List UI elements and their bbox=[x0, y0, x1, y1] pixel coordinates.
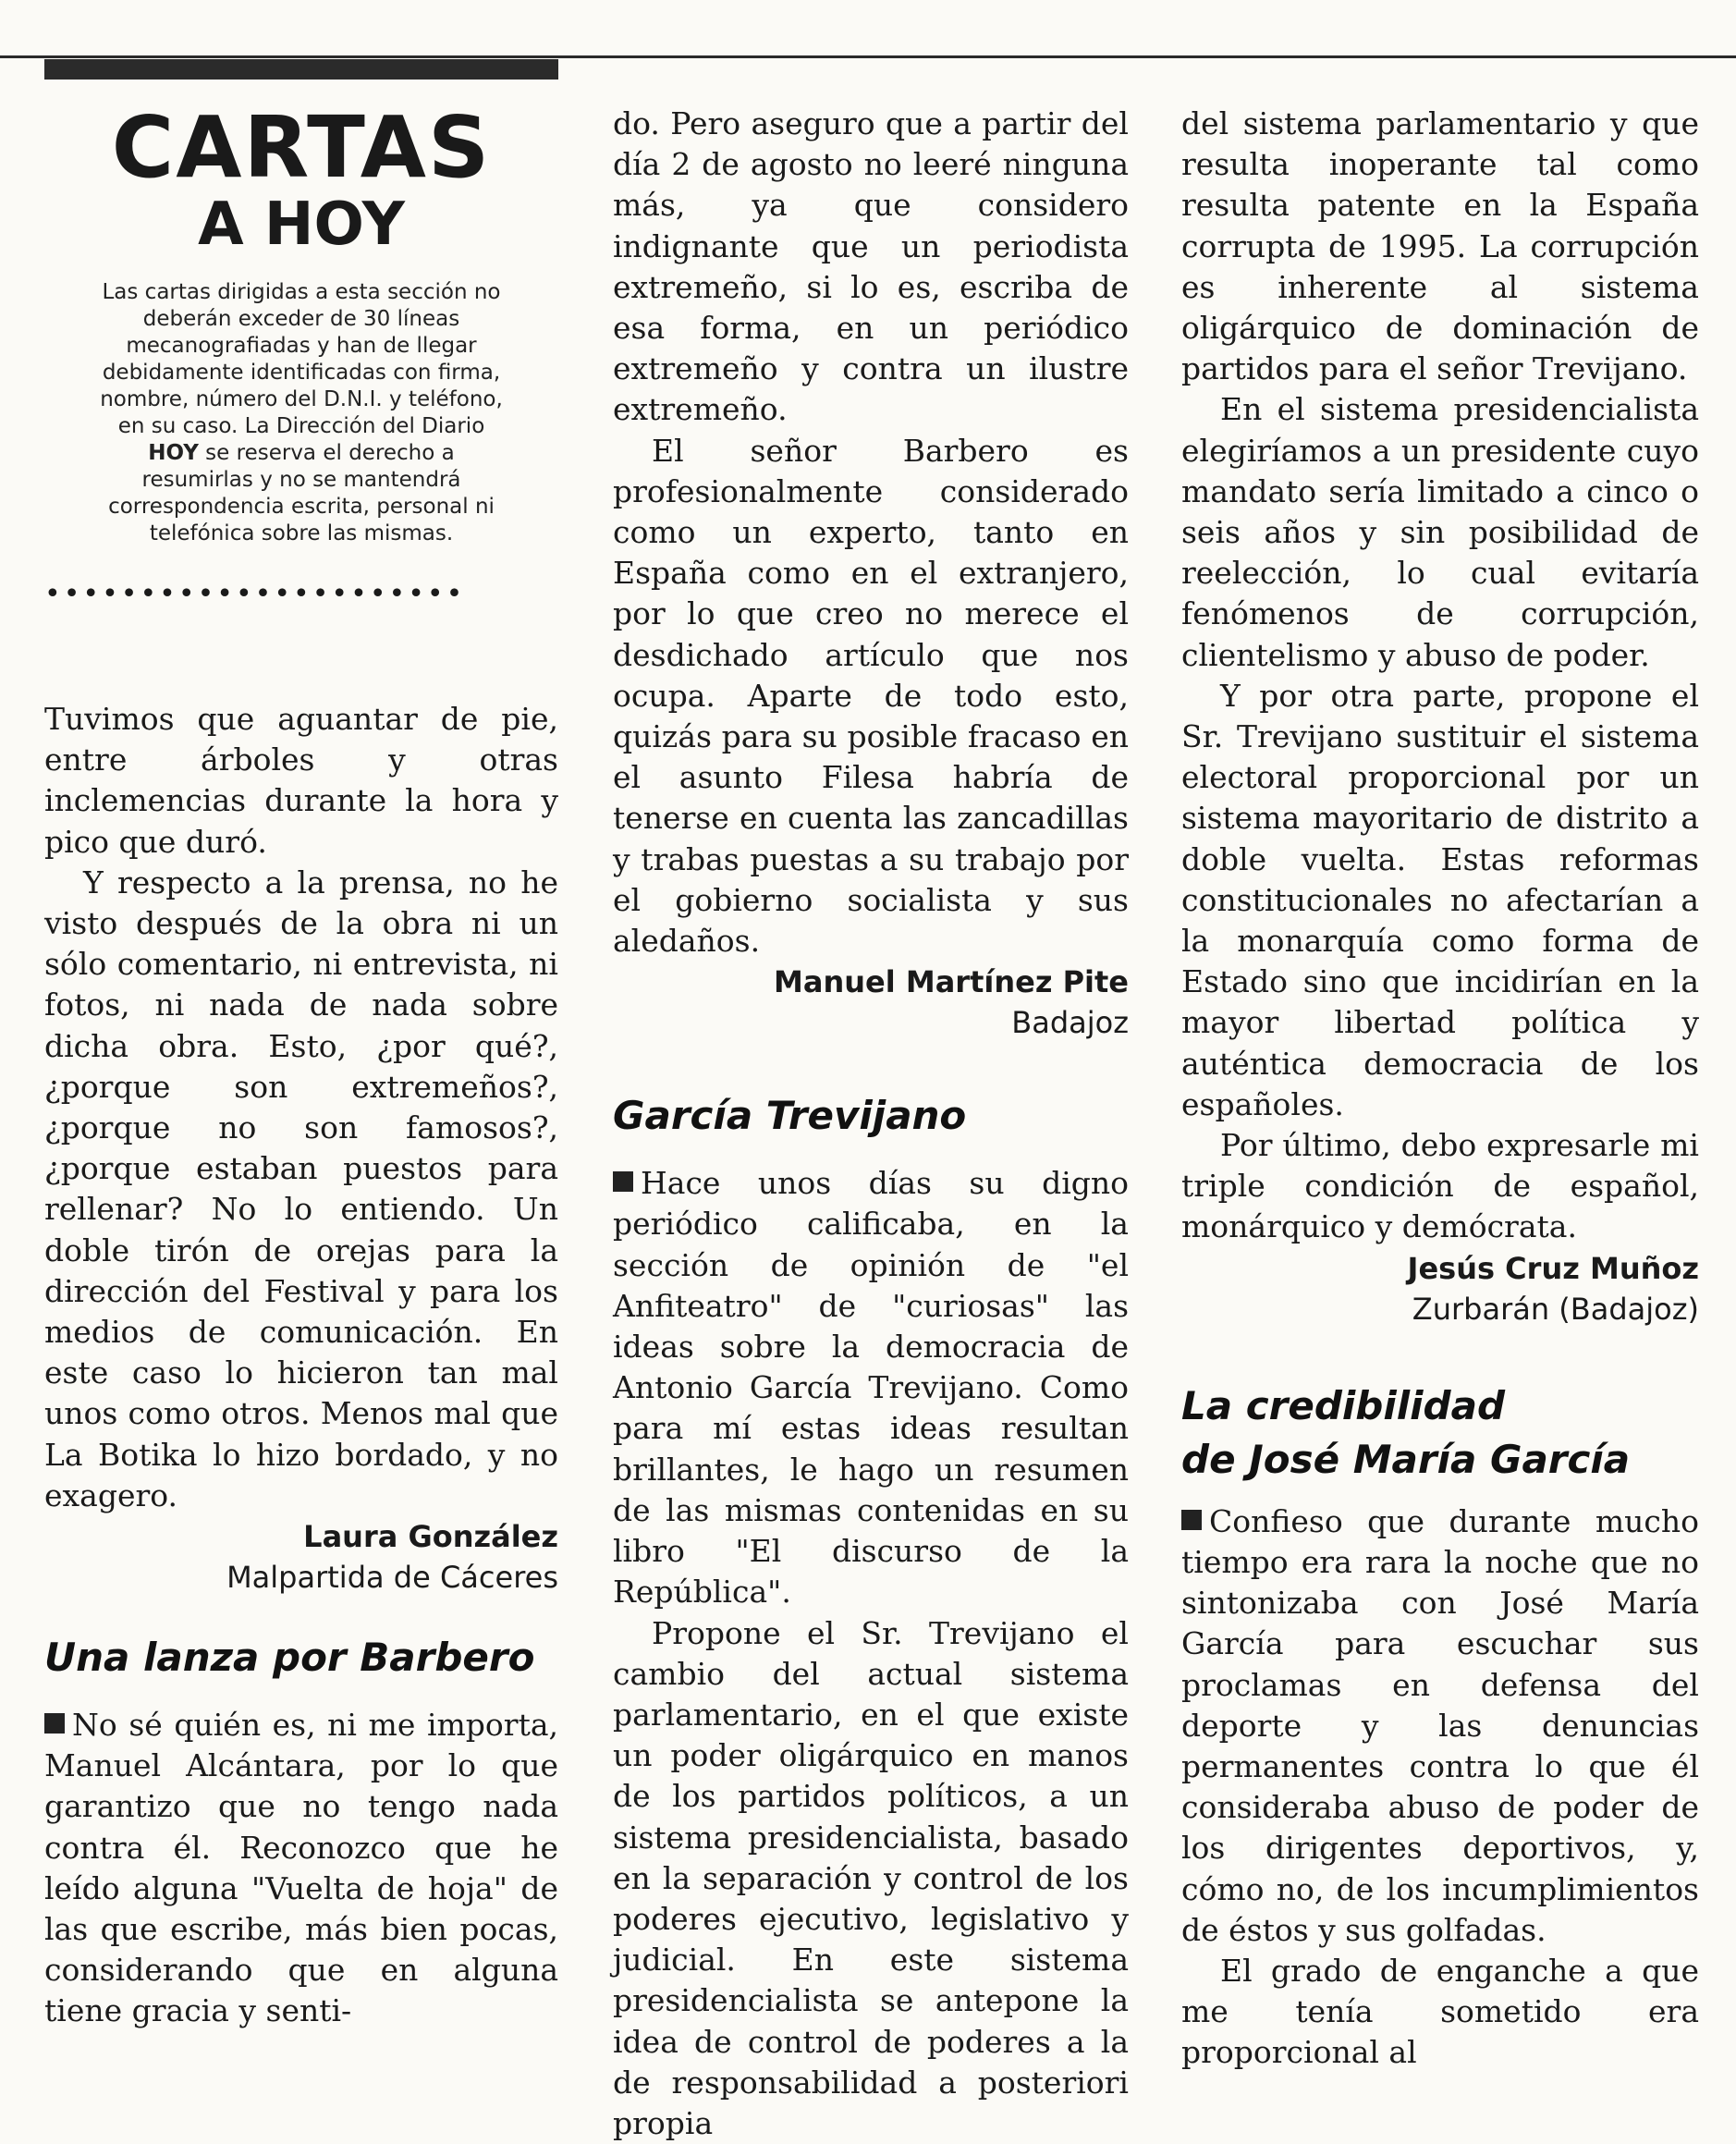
submission-notice bbox=[44, 279, 558, 547]
letter-3-paragraph-5: Y por otra parte, propone el Sr. Trevijano sustituir el sistema electoral proporcional por un sistema mayoritario de distrito a doble vuelta. Estas reformas constitucionales no afectarían a la monarquía como forma de Estado sino que incidirían en la mayor libertad política y auténtica democracia de los españoles. bbox=[1181, 676, 1699, 1125]
signature-name: Laura González bbox=[44, 1516, 558, 1557]
letter-1-signature bbox=[44, 1516, 558, 1598]
letter-3-paragraph-3: del sistema parlamentario y que resulta inoperante tal como resulta patente en la España corrupta de 1995. La corrupción es inherente al sistema oligárquico de dominación de partidos para el señor Trevijano. bbox=[1181, 104, 1699, 389]
letter-3-paragraph-2: Propone el Sr. Trevijano el cambio del actual sistema parlamentario, en el que existe un poder oligárquico en manos de los partidos políticos, a un sistema presidencialista, basado en la separación y control de los poderes ejecutivo, legislativo y judicial. En este sistema presidencialista se antepone la idea de control de poderes a la de responsabilidad a posteriori propia bbox=[613, 1613, 1129, 2144]
letter-4-paragraph-1-text: Confieso que durante mucho tiempo era rara la noche que no sintonizaba con José María García para escuchar sus proclamas en defensa del deporte y las denuncias permanentes contra lo que él consideraba abuso de poder de los dirigentes deportivos, y, cómo no, de los incumplimientos de éstos y sus golfadas. bbox=[1181, 1503, 1699, 1948]
letter-3-paragraph-4: En el sistema presidencialista elegiríamos a un presidente cuyo mandato sería limitado a cinco o seis años y sin posibilidad de reelección, lo cual evitaría fenómenos de corrupción, clientelismo y abuso de poder. bbox=[1181, 389, 1699, 675]
bullet-square-icon bbox=[613, 1171, 633, 1192]
bullet-square-icon bbox=[1181, 1510, 1202, 1530]
headline-line-2: de José María García bbox=[1181, 1437, 1630, 1482]
letter-2-paragraph-3: El señor Barbero es profesionalmente considerado como un experto, tanto en España como en el extranjero, por lo que creo no merece el desdichado artículo que nos ocupa. Aparte de todo esto, quizás para su posible fracaso en el asunto Filesa habría de tenerse en cuenta las zancadillas y trabas puestas a su trabajo por el gobierno socialista y sus aledaños. bbox=[613, 431, 1129, 962]
letter-3-paragraph-6: Por último, debo expresarle mi triple condición de español, monárquico y demócrata. bbox=[1181, 1125, 1699, 1248]
column-2 bbox=[613, 104, 1129, 2144]
section-header-bar bbox=[44, 59, 558, 80]
column-3 bbox=[1181, 104, 1699, 2074]
signature-place: Zurbarán (Badajoz) bbox=[1181, 1289, 1699, 1329]
letter-3-paragraph-1 bbox=[613, 1163, 1129, 1612]
bullet-square-icon bbox=[44, 1713, 65, 1734]
section-title: CARTAS bbox=[44, 104, 558, 192]
dotted-divider: •••••••••••••••••••••• bbox=[44, 581, 558, 608]
headline-line-1: La credibilidad bbox=[1181, 1383, 1505, 1428]
letter-2-headline: Una lanza por Barbero bbox=[44, 1631, 558, 1685]
letter-1-paragraph-1: Tuvimos que aguantar de pie, entre árboles y otras inclemencias durante la hora y pico que duró. bbox=[44, 699, 558, 863]
letter-4-paragraph-2: El grado de enganche a que me tenía sometido era proporcional al bbox=[1181, 1951, 1699, 2074]
letter-2-paragraph-1 bbox=[44, 1705, 558, 2032]
section-subtitle: A HOY bbox=[44, 192, 558, 257]
column-1 bbox=[44, 104, 558, 2032]
notice-text-pre: Las cartas dirigidas a esta sección no deberán exceder de 30 líneas mecanografiadas y han de llegar debidamente identificadas con firma, nombre, número del D.N.I. y teléfono, en su caso. La Dirección del Diario bbox=[100, 280, 503, 438]
notice-text-post: se reserva el derecho a resumirlas y no se mantendrá correspondencia escrita, personal ni telefónica sobre las mismas. bbox=[108, 441, 495, 545]
letter-2-paragraph-2: do. Pero aseguro que a partir del día 2 de agosto no leeré ninguna más, ya que considero indignante que un periodista extremeño, si lo es, escriba de esa forma, en un periódico extremeño y contra un ilustre extremeño. bbox=[613, 104, 1129, 431]
notice-brand: HOY bbox=[148, 441, 199, 465]
letter-2-paragraph-1-text: No sé quién es, ni me importa, Manuel Alcántara, por lo que garantizo que no tengo nada contra él. Reconozco que he leído alguna "Vuelta de hoja" de las que escribe, más bien pocas, considerando que en alguna tiene gracia y senti- bbox=[44, 1707, 558, 2028]
signature-place: Malpartida de Cáceres bbox=[44, 1557, 558, 1598]
letter-1-paragraph-2: Y respecto a la prensa, no he visto después de la obra ni un sólo comentario, ni entrevista, ni fotos, ni nada de nada sobre dicha obra. Esto, ¿por qué?, ¿porque son extremeños?, ¿porque no son famosos?, ¿porque estaban puestos para rellenar? No lo entiendo. Un doble tirón de orejas para la dirección del Festival y para los medios de comunicación. En este caso lo hicieron tan mal unos como otros. Menos mal que La Botika lo hizo bordado, y no exagero. bbox=[44, 863, 558, 1516]
letter-2-signature bbox=[613, 962, 1129, 1043]
letter-4-paragraph-1 bbox=[1181, 1501, 1699, 1951]
letter-3-headline: García Trevijano bbox=[613, 1089, 1129, 1143]
top-rule bbox=[0, 55, 1736, 58]
signature-name: Manuel Martínez Pite bbox=[613, 962, 1129, 1002]
letter-4-headline bbox=[1181, 1379, 1699, 1487]
letter-3-paragraph-1-text: Hace unos días su digno periódico calificaba, en la sección de opinión de "el Anfiteatro" de "curiosas" las ideas sobre la democracia de Antonio García Trevijano. Como para mí estas ideas resultan brillantes, le hago un resumen de las mismas contenidas en su libro "El discurso de la República". bbox=[613, 1165, 1129, 1610]
signature-place: Badajoz bbox=[613, 1002, 1129, 1043]
masthead bbox=[44, 104, 558, 257]
letter-3-signature bbox=[1181, 1248, 1699, 1329]
signature-name: Jesús Cruz Muñoz bbox=[1181, 1248, 1699, 1289]
